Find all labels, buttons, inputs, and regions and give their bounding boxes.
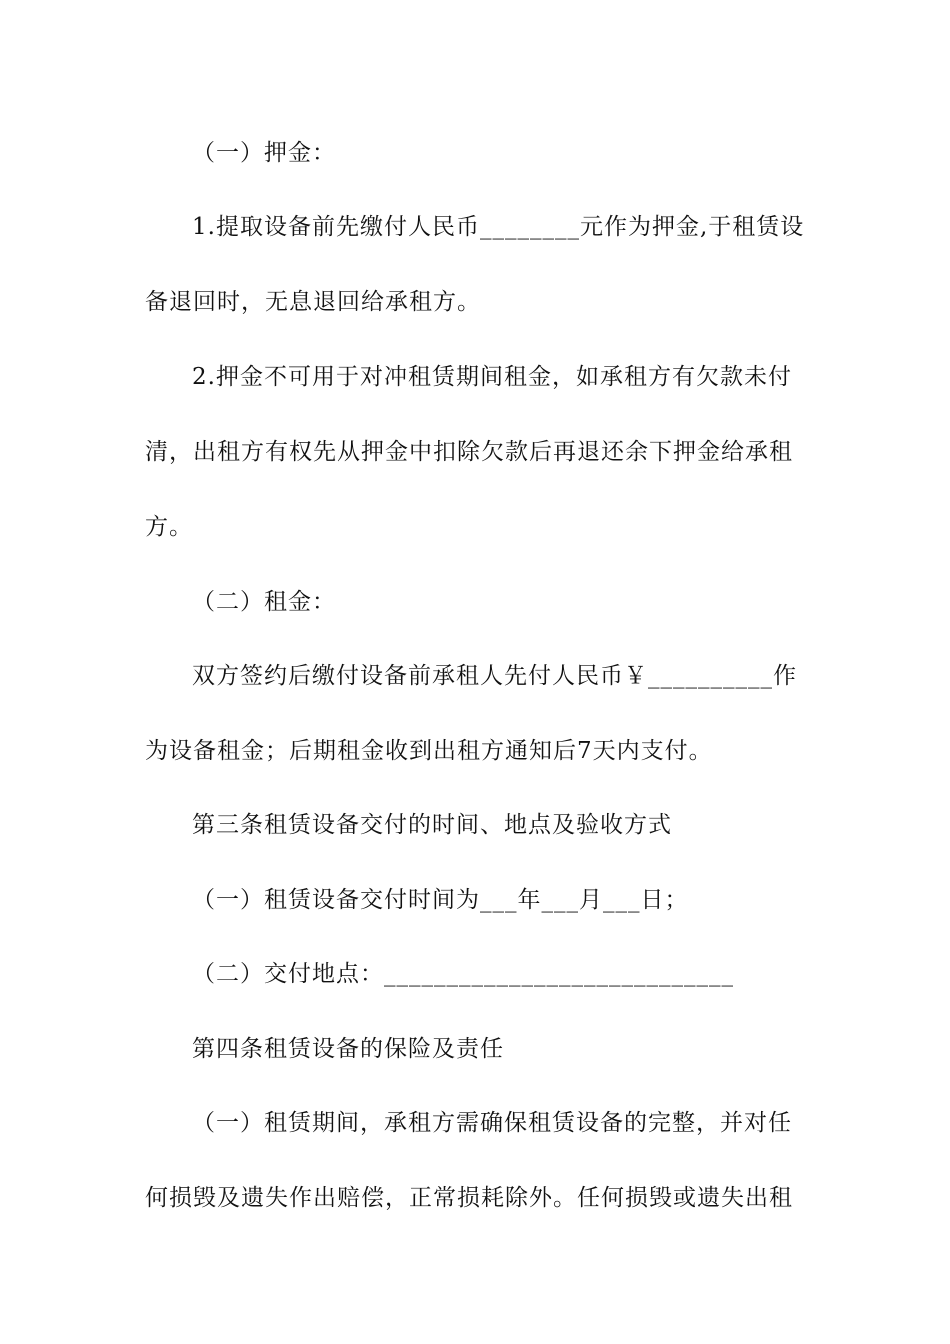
delivery-time-line: （一）租赁设备交付时间为___年___月___日；	[192, 887, 689, 913]
deposit-heading: （一）押金：	[192, 140, 336, 166]
deposit-clause-2-line-1: 2.押金不可用于对冲租赁期间租金，如承租方有欠款未付	[192, 364, 792, 390]
deposit-clause-2-line-2: 清，出租方有权先从押金中扣除欠款后再退还余下押金给承租	[145, 439, 793, 465]
insurance-clause-line-1: （一）租赁期间，承租方需确保租赁设备的完整，并对任	[192, 1110, 792, 1136]
rent-clause-line-2: 为设备租金；后期租金收到出租方通知后7天内支付。	[145, 738, 713, 764]
delivery-place-line: （二）交付地点：____________________________	[192, 961, 734, 987]
deposit-clause-2-line-3: 方。	[145, 514, 193, 540]
article-4-heading: 第四条租赁设备的保险及责任	[192, 1036, 504, 1062]
deposit-clause-1-line-2: 备退回时，无息退回给承租方。	[145, 289, 481, 315]
rent-heading: （二）租金：	[192, 589, 336, 615]
article-3-heading: 第三条租赁设备交付的时间、地点及验收方式	[192, 812, 672, 838]
deposit-clause-1-line-1: 1.提取设备前先缴付人民币________元作为押金,于租赁设	[192, 214, 805, 240]
rent-clause-line-1: 双方签约后缴付设备前承租人先付人民币￥__________作	[192, 663, 797, 689]
insurance-clause-line-2: 何损毁及遗失作出赔偿，正常损耗除外。任何损毁或遗失出租	[145, 1185, 793, 1211]
